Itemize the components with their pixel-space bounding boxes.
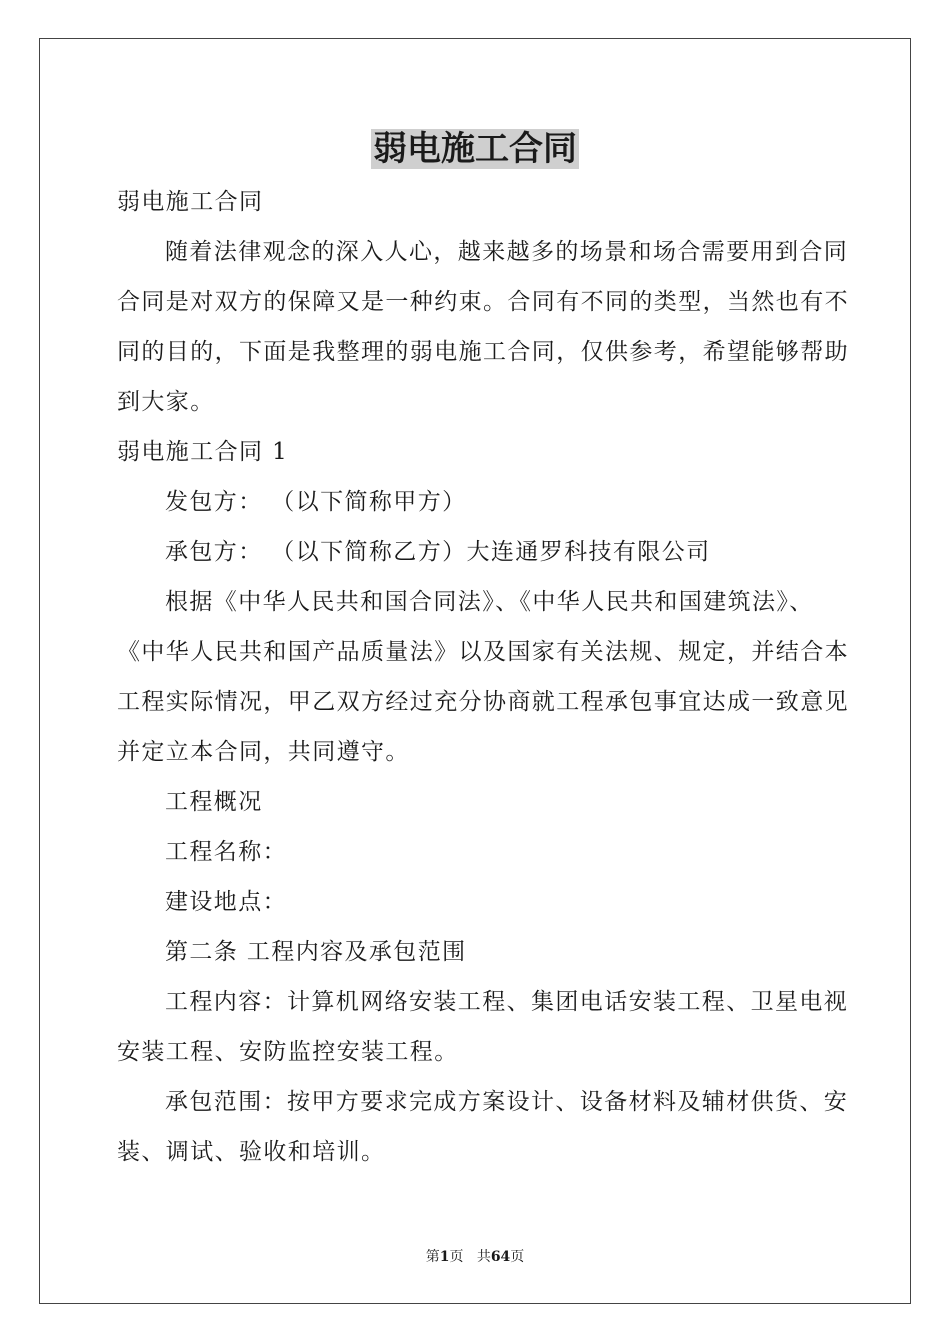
text-line: 《中华人民共和国产品质量法》以及国家有关法规、规定，并结合本 (117, 639, 849, 665)
text-line: 并定立本合同，共同遵守。 (117, 739, 410, 765)
text-line: 安装工程、安防监控安装工程。 (117, 1039, 459, 1065)
footer-total-prefix: 共 (476, 1249, 491, 1265)
text-line: 合同是对双方的保障又是一种约束。合同有不同的类型，当然也有不 (117, 289, 849, 315)
document-title-text: 弱电施工合同 (373, 129, 577, 169)
text-line: 工程实际情况，甲乙双方经过充分协商就工程承包事宜达成一致意见 (117, 689, 849, 715)
footer-total-suffix: 页 (510, 1249, 525, 1265)
page-footer (0, 1248, 950, 1266)
text-line: 随着法律观念的深入人心，越来越多的场景和场合需要用到合同 (165, 239, 849, 265)
text-line: 根据《中华人民共和国合同法》、《中华人民共和国建筑法》、 (165, 589, 814, 615)
document-body (117, 177, 849, 1177)
footer-page-suffix: 页 (449, 1249, 464, 1265)
text-line: 承包方： （以下简称乙方）大连通罗科技有限公司 (165, 539, 711, 565)
text-line: 第二条 工程内容及承包范围 (165, 939, 467, 965)
footer-total-pages: 64 (490, 1249, 511, 1265)
footer-page-number: 1 (439, 1249, 450, 1265)
text-line: 弱电施工合同 1 (117, 439, 289, 465)
text-line: 弱电施工合同 (117, 189, 264, 215)
text-line: 到大家。 (117, 389, 215, 415)
text-line: 承包范围：按甲方要求完成方案设计、设备材料及辅材供货、安 (165, 1089, 849, 1115)
text-line: 建设地点： (165, 889, 287, 915)
footer-page-prefix: 第 (425, 1249, 440, 1265)
text-line: 发包方： （以下简称甲方） (165, 489, 467, 515)
text-line: 同的目的，下面是我整理的弱电施工合同，仅供参考，希望能够帮助 (117, 339, 849, 365)
text-line: 工程概况 (165, 789, 263, 815)
text-line: 工程名称： (165, 839, 287, 865)
text-line: 装、调试、验收和培训。 (117, 1139, 386, 1165)
text-line: 工程内容：计算机网络安装工程、集团电话安装工程、卫星电视 (165, 989, 849, 1015)
document-title (0, 127, 950, 171)
